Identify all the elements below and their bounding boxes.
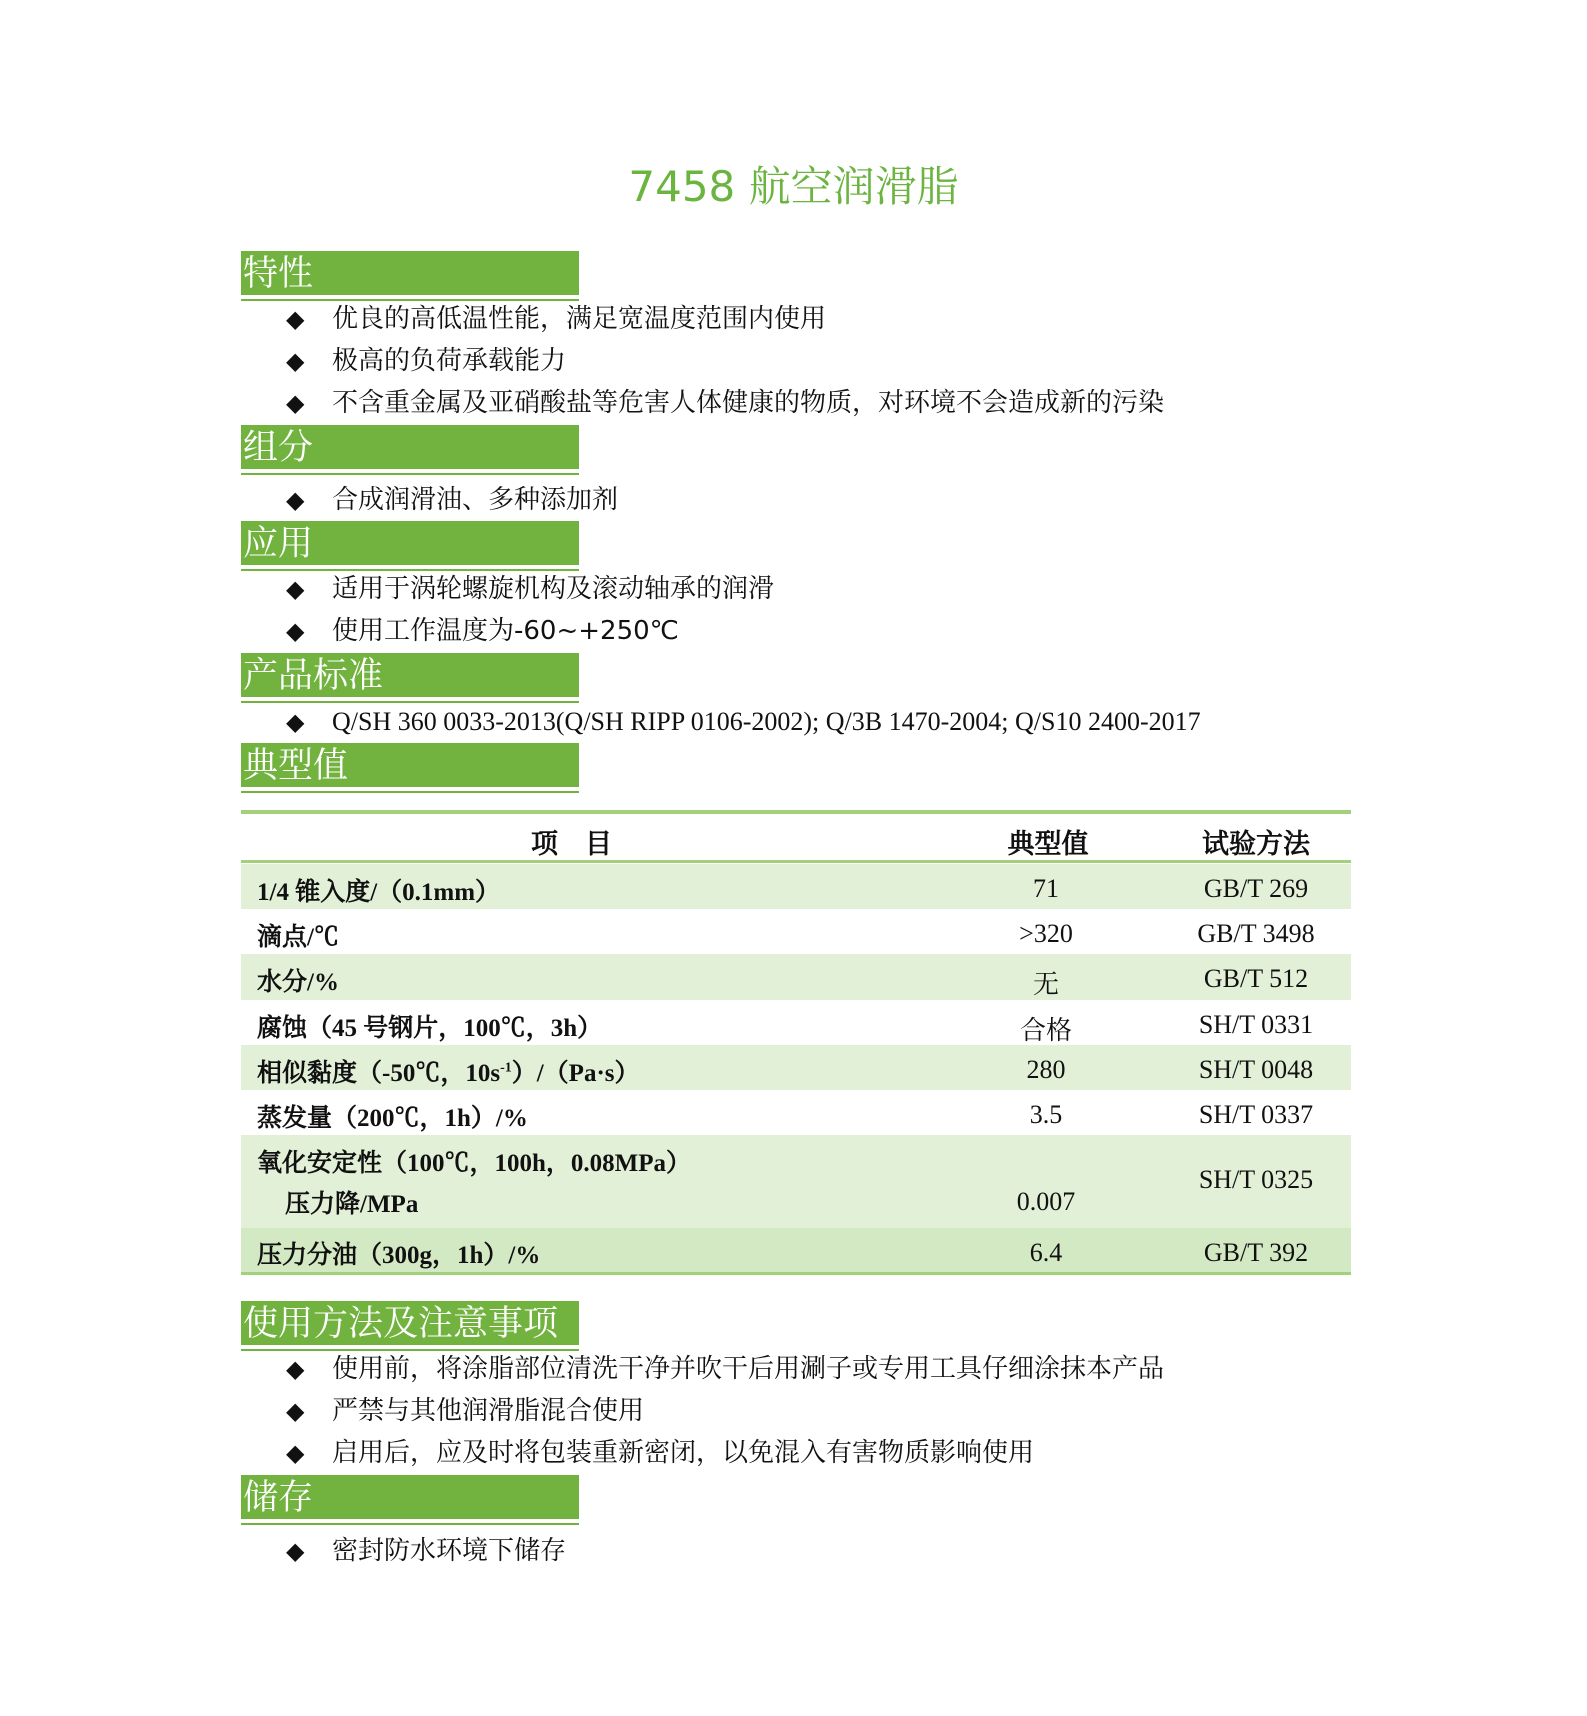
section-heading-features: 特性 — [241, 251, 579, 295]
diamond-bullet-icon: ◆ — [286, 1355, 305, 1383]
diamond-bullet-icon: ◆ — [286, 486, 305, 514]
table-header-row — [241, 814, 1351, 858]
section-heading-composition: 组分 — [241, 425, 579, 469]
diamond-bullet-icon: ◆ — [286, 575, 305, 603]
diamond-bullet-icon: ◆ — [286, 347, 305, 375]
section-heading-typical: 典型值 — [241, 743, 579, 787]
list-item: ◆ 优良的高低温性能，满足宽温度范围内使用 — [286, 304, 827, 334]
list-item: ◆ 使用工作温度为-60~+250℃ — [286, 616, 679, 646]
list-item: ◆ 合成润滑油、多种添加剂 — [286, 485, 619, 515]
diamond-bullet-icon: ◆ — [286, 1439, 305, 1467]
table-row: 蒸发量（200℃，1h）/% 3.5 SH/T 0337 — [257, 1100, 1314, 1132]
section-heading-storage: 储存 — [241, 1475, 579, 1519]
column-header-value: 典型值 — [1007, 829, 1089, 860]
list-item: ◆ 适用于涡轮螺旋机构及滚动轴承的润滑 — [286, 574, 775, 604]
section-heading-application: 应用 — [241, 521, 579, 565]
list-item: ◆ 密封防水环境下储存 — [286, 1536, 567, 1566]
diamond-bullet-icon: ◆ — [286, 1397, 305, 1425]
diamond-bullet-icon: ◆ — [286, 305, 305, 333]
section-heading-standard: 产品标准 — [241, 653, 579, 697]
list-item: ◆ 极高的负荷承载能力 — [286, 346, 567, 376]
diamond-bullet-icon: ◆ — [286, 1537, 305, 1565]
table-header-rule — [241, 860, 1351, 863]
table-row: 腐蚀（45 号钢片，100℃，3h） 合格 SH/T 0331 — [257, 1010, 1314, 1045]
column-header-method: 试验方法 — [1202, 829, 1310, 860]
diamond-bullet-icon: ◆ — [286, 617, 305, 645]
list-item: ◆ Q/SH 360 0033-2013(Q/SH RIPP 0106-2002); Q/3B 1470-2004; Q/S10 2400-2017 — [286, 707, 1201, 736]
list-item: ◆ 严禁与其他润滑脂混合使用 — [286, 1396, 645, 1426]
list-item: ◆ 不含重金属及亚硝酸盐等危害人体健康的物质，对环境不会造成新的污染 — [286, 388, 1165, 418]
table-row: 氧化安定性（100℃，100h，0.08MPa） 压力降/MPa 0.007 SH/T 0325 — [241, 1135, 1351, 1228]
table-row: 相似黏度（-50℃，$10s^{-1})/(Pa\cdot s)$ 280 SH/T 0048 — [241, 1045, 1351, 1090]
section-heading-usage: 使用方法及注意事项 — [241, 1301, 579, 1345]
column-header-item: 项 目 — [531, 829, 612, 860]
table-row: 压力分油（300g，1h）/% 6.4 GB/T 392 — [241, 1228, 1351, 1272]
table-row: 滴点/℃ >320 GB/T 3498 — [257, 919, 1315, 951]
diamond-bullet-icon: ◆ — [286, 708, 305, 736]
table-row: 1/4 锥入度/（0.1mm） 71 GB/T 269 — [241, 864, 1351, 909]
list-item: ◆ 启用后，应及时将包装重新密闭，以免混入有害物质影响使用 — [286, 1438, 1035, 1468]
list-item: ◆ 使用前，将涂脂部位清洗干净并吹干后用涮子或专用工具仔细涂抹本产品 — [286, 1354, 1165, 1384]
document-title: 7458 航空润滑脂 — [628, 162, 959, 211]
diamond-bullet-icon: ◆ — [286, 389, 305, 417]
table-bottom-rule — [241, 1272, 1351, 1275]
table-row: 水分/% 无 GB/T 512 — [241, 954, 1351, 1000]
